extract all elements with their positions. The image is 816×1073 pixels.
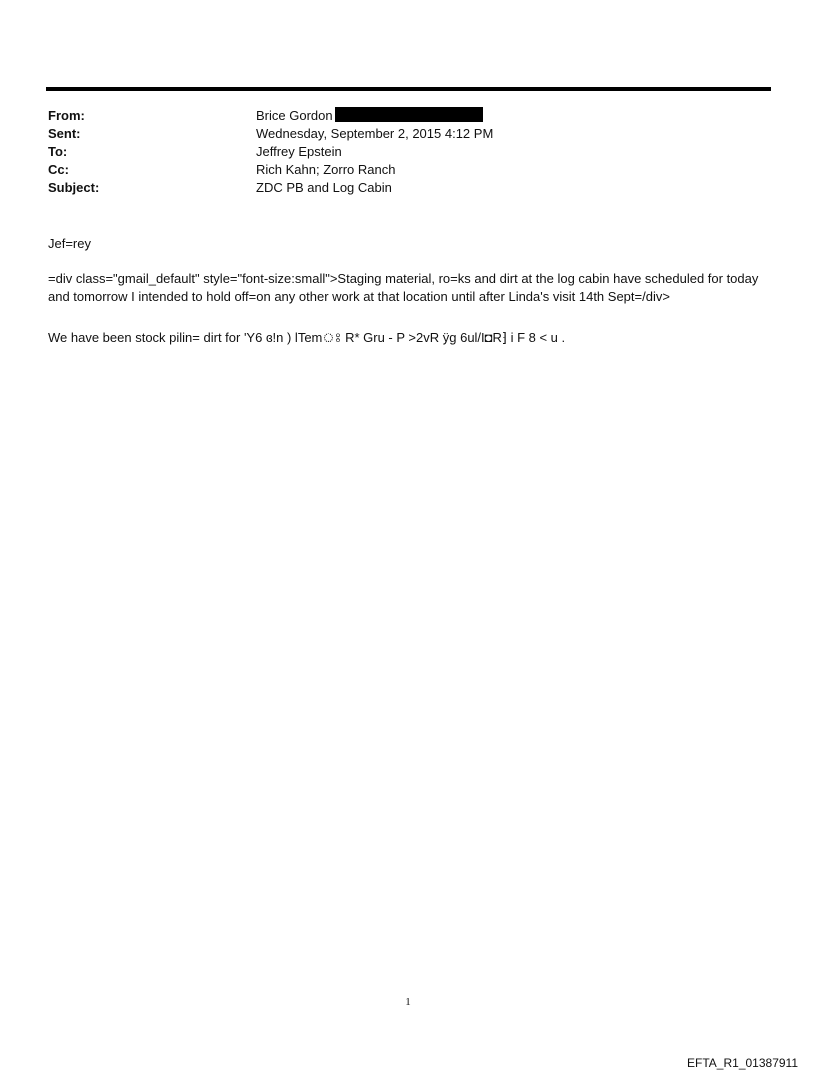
cc-value: Rich Kahn; Zorro Ranch — [256, 162, 396, 177]
to-label: To: — [48, 144, 68, 159]
email-header — [48, 107, 768, 197]
from-label: From: — [48, 108, 85, 123]
email-paragraph-1: =div class="gmail_default" style="font-size:small">Staging material, ro=ks and dirt at the log cabin have scheduled for today and tomorrow I intended to hold off=on any other work at that location until after Linda's visit 14th Sept=/div> — [48, 271, 759, 304]
cc-row — [48, 161, 768, 179]
page-number: 1 — [405, 996, 411, 1008]
sent-label: Sent: — [48, 126, 81, 141]
redaction-box — [335, 107, 483, 122]
to-row — [48, 143, 768, 161]
email-paragraph-2: We have been stock pilin= dirt for 'Y6 ɞ!n ) lTemঃ R* Gru - P >2vR ÿg 6ul/I◘R⁆ i F 8 < u . — [48, 330, 566, 345]
email-salutation: Jef=rey — [48, 236, 91, 251]
from-value — [256, 107, 483, 125]
to-value: Jeffrey Epstein — [256, 144, 342, 159]
subject-value: ZDC PB and Log Cabin — [256, 180, 392, 195]
document-id: EFTA_R1_01387911 — [687, 1056, 798, 1070]
subject-row — [48, 179, 768, 197]
subject-label: Subject: — [48, 180, 100, 195]
from-row — [48, 107, 768, 125]
from-sender-name: Brice Gordon — [256, 108, 333, 123]
sent-row — [48, 125, 768, 143]
cc-label: Cc: — [48, 162, 69, 177]
header-divider-rule — [46, 87, 771, 91]
sent-value: Wednesday, September 2, 2015 4:12 PM — [256, 126, 494, 141]
